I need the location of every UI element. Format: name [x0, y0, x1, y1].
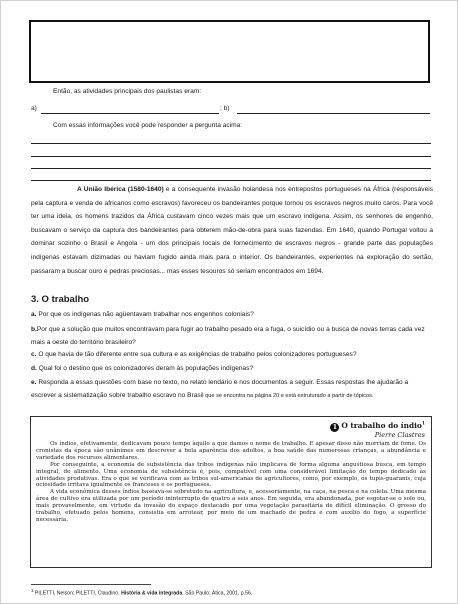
answer-line[interactable]	[31, 180, 431, 181]
answer-box[interactable]	[29, 20, 430, 83]
paragraph-text: e a consequente invasão holandesa nos entrepostos portugueses na África (responsáveis pela captura e venda de africanos como escravos) favoreceu os bandeirantes porque tornou os escravos negros muito caros. Para você ter uma ideia, os homens trazidos da África custavam cinco vezes mais que um escravo indígena. Assim, os senhores de engenho, buscavam o serviço da captura dos bandeirantes para obterem mão-de-obra para suas fazendas. Em 1640, quando Portugal voltou a dominar sozinho o Brasil e Angola - um dos principais locais de fornecimento de escravos negros - grande parte das populações indígenas estavam dizimadas ou haviam fugido ainda mais para o interior. Os bandeirantes, experientes na exploração do sertão, passaram a buscar ouro e pedras preciosas... mas esses tesouros só seriam encontrados em 1694.	[31, 186, 433, 275]
source-author: Pierre Clastres	[374, 431, 425, 439]
source-text-box	[30, 416, 432, 568]
answer-b-label: ; b)	[220, 105, 230, 112]
question-b: b.Por que a solução que muitos encontravam para fugir ao trabalho pesado era a fuga, o suicídio ou a busca de novas terras cada vez mais a oeste do território brasileiro?	[31, 326, 425, 347]
answer-line[interactable]	[31, 156, 431, 157]
source-body	[36, 441, 426, 524]
source-paragraph: A vida econômica desses índios baseava-se sobretudo na agricultura, e, acessoriamente, na caça, na pesca e na coleta. Uma mesma área de cultivo era utilizada por um período ininterrupto de quatro a seis anos. Em seguida, era abandonada, por esgotar-se o solo ou, mais provavelmente, em virtude da invasão do espaço destacado por uma vegetação parasitária de difícil eliminação. O grosso do trabalho, efetuado pelos homens, consistia em arrotear, por meio de um machado de pedra e com auxílio do fogo, a superfície necessária.	[36, 489, 426, 523]
source-paragraph: Os índios, efetivamente, dedicavam pouco tempo àquilo a que damos o nome de trabalho. E apesar disso não morriam de fome. Os cronistas da época são unânimes em descrever a bela aparência dos adultos, a boa saúde das numerosas crianças, a abundância e variedade dos recursos alimentares.	[36, 441, 426, 461]
section-title: 3. O trabalho	[31, 294, 90, 305]
answer-b-line[interactable]	[237, 113, 430, 114]
question-c: c. O que havia de tão diferente entre sua cultura e as exigências de trabalho pelos colonizadores portugueses?	[31, 351, 357, 358]
source-number-badge: 1	[330, 423, 339, 432]
answer-a-line[interactable]	[41, 113, 219, 114]
question-a: a. Por que os indígenas não agüentavam trabalhar nos engenhos coloniais?	[31, 311, 254, 318]
intro-question: Então, as atividades principais dos paulistas eram:	[53, 88, 202, 95]
source-paragraph: Por conseguinte, a economia de subsistência das tribos indígenas não implicava de forma alguma angustiosa busca, em tempo integral, de alimento. Uma economia de subsistência é, pois, compatível com uma considerável limitação do tempo dedicado às atividades produtivas. Era o que se verificava com as tribos sul-americanas de agricultores, como, por exemplo, os tupis-guaranis, cuja ociosidade irritava igualmente os franceses e os portugueses.	[36, 461, 426, 489]
answer-a-label: a)	[31, 105, 37, 112]
question-e: e. Responda a essas questões com base no texto, no relato lendário e nos documentos a seguir. Essas respostas lhe ajudarão a escrever a sistematização sobre trabalho escravo no Brasil que se encontra na página 20 e está estruturado a partir de tópicos.	[31, 379, 409, 399]
answer-line[interactable]	[31, 143, 431, 144]
answer-line[interactable]	[31, 168, 431, 169]
source-title: 1 O trabalho do índio$^1$	[330, 421, 425, 432]
question-d: d. Qual foi o destino que os colonizadores deram às populações indígenas?	[31, 365, 254, 372]
footnote-divider	[31, 584, 151, 585]
paragraph-heading: A União Ibérica (1580-1640)	[77, 186, 164, 193]
uniao-iberica-paragraph	[31, 183, 433, 278]
followup-prompt: Com essas informações você pode responder a pergunta acima:	[53, 122, 243, 129]
footnote: $^1$ PILETTI, Nelson; PILETTI, Claudino. História & vida integrada. São Paulo: Ática, 2001. p.56.	[31, 588, 253, 597]
